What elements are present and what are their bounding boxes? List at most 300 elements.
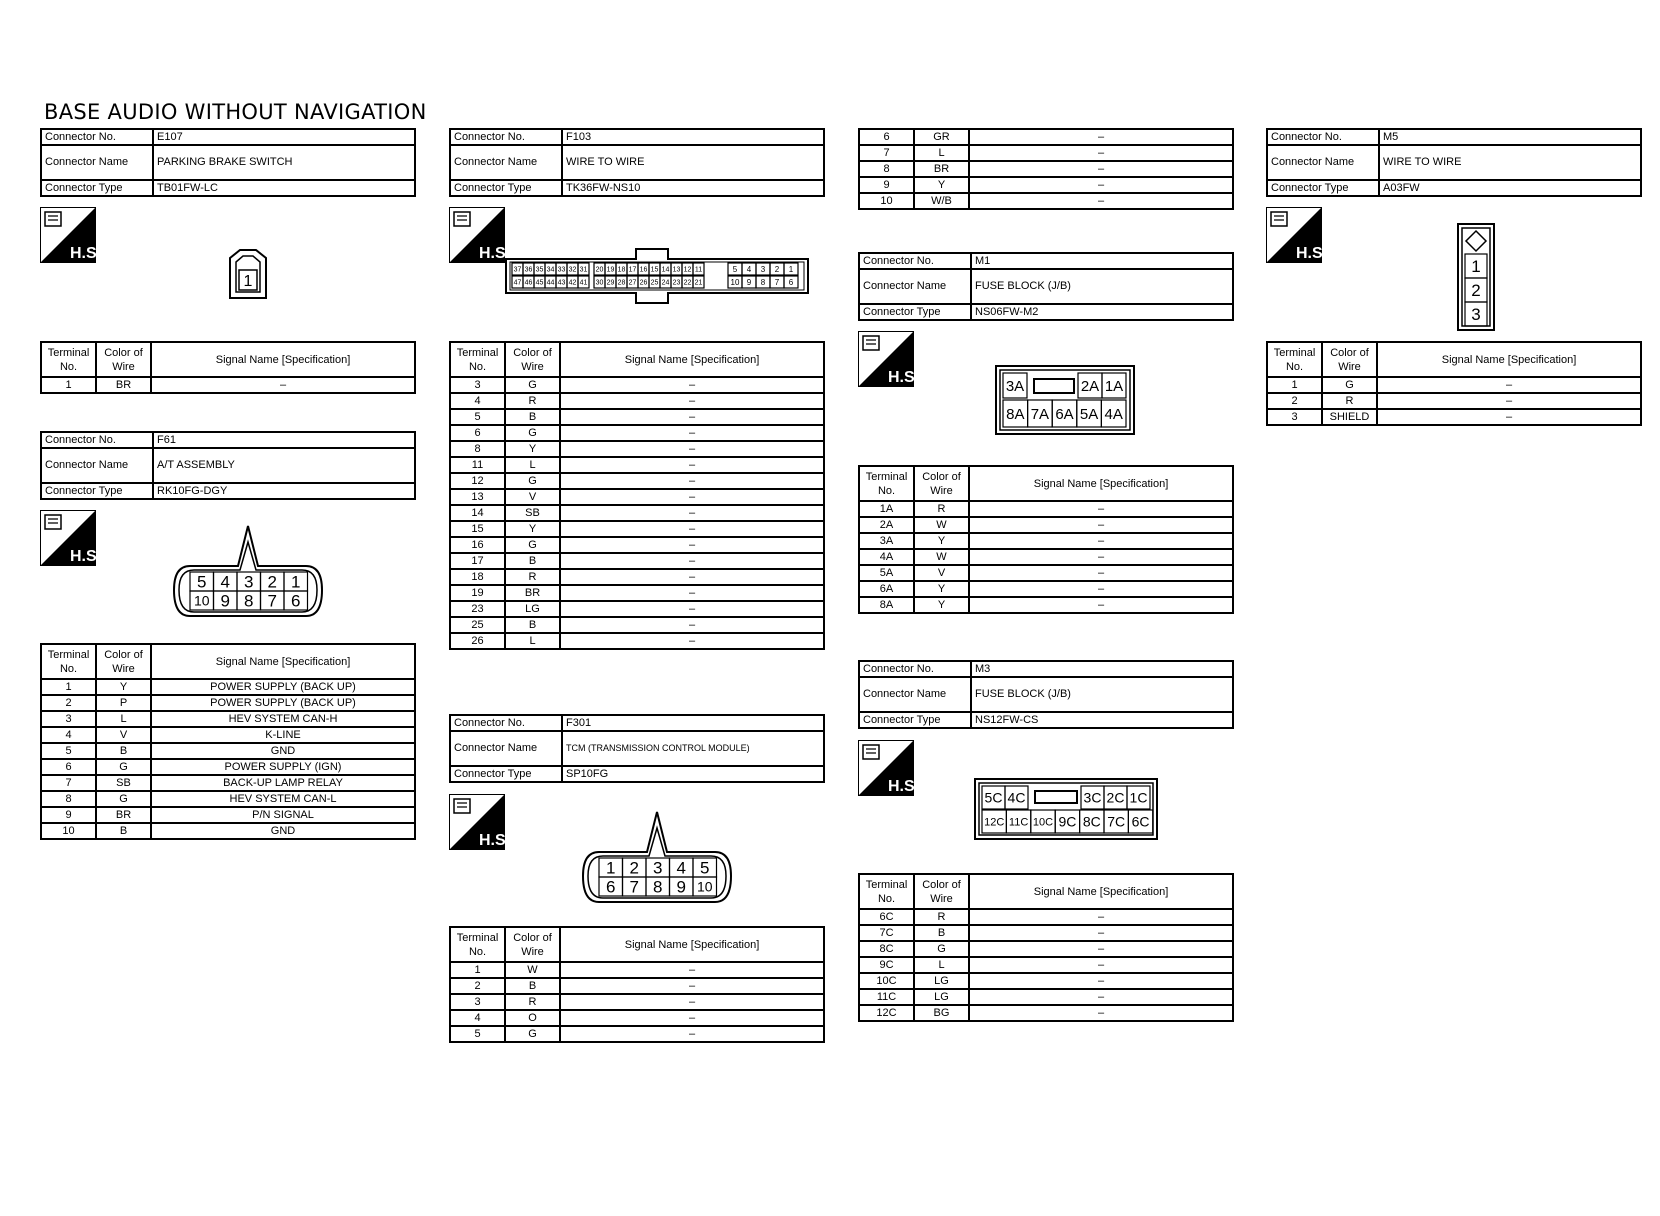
terminal-cell: 6C <box>859 909 914 925</box>
connector-name-value: TCM (TRANSMISSION CONTROL MODULE) <box>562 731 824 766</box>
pin-label: 9 <box>746 277 752 287</box>
signal-cell: – <box>969 941 1233 957</box>
terminal-cell: 8A <box>859 597 914 613</box>
pin-label: 1A <box>1104 377 1124 395</box>
signal-header: Signal Name [Specification] <box>151 342 415 377</box>
svg-text:H.S.: H.S. <box>70 548 102 565</box>
color-cell: R <box>505 569 560 585</box>
table-row <box>859 161 1233 177</box>
harness-side-icon <box>858 740 920 796</box>
signal-cell: – <box>1377 393 1641 409</box>
signal-cell: – <box>560 425 824 441</box>
connector-name-label: Connector Name <box>450 731 562 766</box>
signal-cell: – <box>969 129 1233 145</box>
terminal-no-header: Terminal No. <box>859 466 914 501</box>
connector-name-value: FUSE BLOCK (J/B) <box>971 269 1233 304</box>
pin-label: 5 <box>700 858 710 878</box>
pin-label: 7C <box>1107 813 1126 830</box>
connector-no-label: Connector No. <box>41 432 153 448</box>
color-cell: W <box>505 962 560 978</box>
table-row <box>859 973 1233 989</box>
signal-cell: – <box>560 994 824 1010</box>
connector-m3-diagram <box>973 777 1159 846</box>
color-header: Color of Wire <box>96 644 151 679</box>
color-cell: L <box>914 957 969 973</box>
color-cell: Y <box>914 581 969 597</box>
signal-header: Signal Name [Specification] <box>969 466 1233 501</box>
color-header: Color of Wire <box>505 342 560 377</box>
table-row <box>41 807 415 823</box>
connector-m5-header <box>1266 128 1642 197</box>
signal-cell: – <box>969 581 1233 597</box>
page-title: BASE AUDIO WITHOUT NAVIGATION <box>44 100 427 124</box>
signal-cell: – <box>969 565 1233 581</box>
signal-cell: – <box>560 377 824 393</box>
color-cell: W <box>914 549 969 565</box>
table-row <box>859 909 1233 925</box>
connector-f103-diagram <box>504 247 810 310</box>
terminal-cell: 10C <box>859 973 914 989</box>
color-cell: L <box>96 711 151 727</box>
table-row <box>41 727 415 743</box>
terminal-no-header: Terminal No. <box>450 342 505 377</box>
harness-side-icon <box>449 794 511 850</box>
signal-cell: – <box>969 145 1233 161</box>
pin-label: 7 <box>267 591 277 611</box>
pin-label: 1 <box>291 572 301 592</box>
color-cell: G <box>914 941 969 957</box>
terminal-cell: 6 <box>450 425 505 441</box>
table-row <box>450 1010 824 1026</box>
pin-label: 18 <box>617 266 626 274</box>
signal-cell: – <box>969 597 1233 613</box>
signal-cell: – <box>969 973 1233 989</box>
terminal-cell: 6A <box>859 581 914 597</box>
color-cell: G <box>1322 377 1377 393</box>
table-row <box>450 633 824 649</box>
terminal-cell: 6 <box>859 129 914 145</box>
signal-header: Signal Name [Specification] <box>560 342 824 377</box>
connector-name-value: PARKING BRAKE SWITCH <box>153 145 415 180</box>
color-cell: B <box>505 409 560 425</box>
connector-type-label: Connector Type <box>859 304 971 320</box>
pin-label: 2C <box>1106 789 1125 806</box>
connector-name-label: Connector Name <box>41 145 153 180</box>
connector-no-label: Connector No. <box>41 129 153 145</box>
table-row <box>450 425 824 441</box>
pin-label: 9C <box>1058 813 1077 830</box>
color-cell: BG <box>914 1005 969 1021</box>
connector-name-label: Connector Name <box>859 269 971 304</box>
connector-type-label: Connector Type <box>450 180 562 196</box>
signal-cell: BACK-UP LAMP RELAY <box>151 775 415 791</box>
pin-label: 2 <box>629 858 639 878</box>
connector-e107-table <box>40 341 416 394</box>
connector-no-value: E107 <box>153 129 415 145</box>
color-cell: W/B <box>914 193 969 209</box>
terminal-cell: 8C <box>859 941 914 957</box>
terminal-cell: 2 <box>41 695 96 711</box>
pin-label: 24 <box>661 279 670 287</box>
pin-label: 15 <box>650 266 659 274</box>
pin-label: 43 <box>557 279 566 287</box>
pin-label: 41 <box>579 279 588 287</box>
pin-label: 6A <box>1055 405 1074 423</box>
pin-label: 7A <box>1030 405 1050 423</box>
terminal-cell: 10 <box>859 193 914 209</box>
signal-cell: – <box>560 601 824 617</box>
pin-label: 8C <box>1082 813 1101 830</box>
connector-m3-table <box>858 873 1234 1022</box>
connector-f103-table <box>449 341 825 650</box>
terminal-cell: 1 <box>41 679 96 695</box>
pin-label: 1 <box>1471 257 1481 277</box>
svg-text:H.S.: H.S. <box>888 369 920 386</box>
harness-side-icon <box>1266 207 1328 263</box>
color-cell: R <box>505 994 560 1010</box>
table-row <box>1267 409 1641 425</box>
signal-cell: HEV SYSTEM CAN-L <box>151 791 415 807</box>
table-row <box>1267 393 1641 409</box>
terminal-cell: 10 <box>41 823 96 839</box>
connector-no-value: M5 <box>1379 129 1641 145</box>
svg-text:H.S.: H.S. <box>888 778 920 795</box>
signal-cell: – <box>969 533 1233 549</box>
connector-name-value: WIRE TO WIRE <box>1379 145 1641 180</box>
color-cell: LG <box>914 989 969 1005</box>
table-row <box>450 569 824 585</box>
pin-label: 4 <box>676 858 686 878</box>
pin-label: 3A <box>1005 377 1025 395</box>
signal-cell: – <box>969 517 1233 533</box>
terminal-cell: 16 <box>450 537 505 553</box>
pin-label: 7 <box>774 277 780 287</box>
color-cell: B <box>96 823 151 839</box>
connector-name-label: Connector Name <box>859 677 971 712</box>
table-row <box>859 517 1233 533</box>
color-cell: B <box>505 978 560 994</box>
pin-label: 6 <box>291 591 301 611</box>
terminal-cell: 7 <box>859 145 914 161</box>
table-row <box>859 129 1233 145</box>
color-cell: BR <box>96 807 151 823</box>
terminal-cell: 3A <box>859 533 914 549</box>
terminal-cell: 17 <box>450 553 505 569</box>
pin-label: 9 <box>676 877 686 897</box>
harness-side-icon <box>40 207 102 263</box>
pin-label: 5 <box>732 264 738 274</box>
harness-side-icon <box>858 331 920 387</box>
signal-cell: – <box>560 569 824 585</box>
terminal-cell: 2 <box>1267 393 1322 409</box>
signal-cell: K-LINE <box>151 727 415 743</box>
signal-cell: HEV SYSTEM CAN-H <box>151 711 415 727</box>
terminal-no-header: Terminal No. <box>450 927 505 962</box>
color-cell: SB <box>96 775 151 791</box>
pin-label: 10 <box>696 878 713 895</box>
connector-no-value: F61 <box>153 432 415 448</box>
signal-cell: – <box>560 457 824 473</box>
pin-label: 3 <box>244 572 254 592</box>
terminal-cell: 2 <box>450 978 505 994</box>
connector-type-value: A03FW <box>1379 180 1641 196</box>
pin-label: 33 <box>557 266 566 274</box>
color-cell: R <box>914 501 969 517</box>
pin-label: 36 <box>524 266 533 274</box>
color-cell: R <box>914 909 969 925</box>
table-row <box>1267 377 1641 393</box>
harness-side-icon <box>40 510 102 566</box>
connector-type-value: TK36FW-NS10 <box>562 180 824 196</box>
harness-side-icon <box>449 207 511 263</box>
pin-label: 19 <box>606 266 615 274</box>
table-row <box>41 679 415 695</box>
pin-label: 17 <box>628 266 637 274</box>
signal-cell: – <box>969 925 1233 941</box>
connector-f61-table <box>40 643 416 840</box>
connector-m3-header <box>858 660 1234 729</box>
pin-label: 2 <box>1471 281 1481 301</box>
color-cell: G <box>505 473 560 489</box>
color-cell: Y <box>96 679 151 695</box>
color-cell: G <box>505 537 560 553</box>
connector-name-label: Connector Name <box>450 145 562 180</box>
signal-cell: – <box>560 1010 824 1026</box>
color-cell: R <box>505 393 560 409</box>
svg-text:H.S.: H.S. <box>479 245 511 262</box>
pin-label: 11C <box>1008 816 1029 829</box>
svg-text:H.S.: H.S. <box>1296 245 1328 262</box>
pin-label: 22 <box>683 279 692 287</box>
pin-label: 35 <box>535 266 544 274</box>
signal-cell: P/N SIGNAL <box>151 807 415 823</box>
pin-label: 4 <box>220 572 230 592</box>
signal-cell: POWER SUPPLY (BACK UP) <box>151 695 415 711</box>
pin-label: 8 <box>760 277 766 287</box>
connector-f301-header <box>449 714 825 783</box>
terminal-cell: 7 <box>41 775 96 791</box>
terminal-cell: 4A <box>859 549 914 565</box>
table-row <box>450 489 824 505</box>
pin-label: 8 <box>244 591 254 611</box>
pin-label: 1C <box>1129 789 1148 806</box>
pin-label: 6C <box>1131 813 1150 830</box>
connector-type-value: SP10FG <box>562 766 824 782</box>
color-cell: L <box>914 145 969 161</box>
pin-label: 25 <box>650 279 659 287</box>
color-cell: Y <box>914 597 969 613</box>
connector-no-label: Connector No. <box>1267 129 1379 145</box>
signal-header: Signal Name [Specification] <box>151 644 415 679</box>
table-row <box>859 177 1233 193</box>
terminal-cell: 9 <box>859 177 914 193</box>
terminal-cell: 4 <box>450 1010 505 1026</box>
terminal-cell: 9C <box>859 957 914 973</box>
color-cell: V <box>505 489 560 505</box>
signal-cell: – <box>560 962 824 978</box>
table-row <box>450 553 824 569</box>
color-cell: Y <box>505 441 560 457</box>
pin-label: 6 <box>606 877 616 897</box>
signal-cell: – <box>969 177 1233 193</box>
color-cell: SHIELD <box>1322 409 1377 425</box>
connector-type-value: NS12FW-CS <box>971 712 1233 728</box>
connector-m1-header <box>858 252 1234 321</box>
color-cell: B <box>505 553 560 569</box>
color-cell: B <box>914 925 969 941</box>
connector-name-value: FUSE BLOCK (J/B) <box>971 677 1233 712</box>
terminal-cell: 3 <box>450 377 505 393</box>
signal-cell: GND <box>151 823 415 839</box>
table-row <box>450 473 824 489</box>
color-header: Color of Wire <box>96 342 151 377</box>
terminal-cell: 5A <box>859 565 914 581</box>
color-cell: G <box>505 425 560 441</box>
signal-cell: POWER SUPPLY (IGN) <box>151 759 415 775</box>
terminal-cell: 1 <box>1267 377 1322 393</box>
pin-label: 20 <box>595 266 604 274</box>
table-row <box>41 759 415 775</box>
table-row <box>859 533 1233 549</box>
color-cell: V <box>914 565 969 581</box>
terminal-cell: 5 <box>450 409 505 425</box>
svg-text:H.S.: H.S. <box>479 832 511 849</box>
color-cell: W <box>914 517 969 533</box>
signal-cell: GND <box>151 743 415 759</box>
table-row <box>41 791 415 807</box>
connector-type-label: Connector Type <box>1267 180 1379 196</box>
signal-cell: – <box>560 473 824 489</box>
table-row <box>450 617 824 633</box>
table-row <box>859 925 1233 941</box>
pin-label: 32 <box>568 266 577 274</box>
terminal-cell: 4 <box>450 393 505 409</box>
signal-cell: – <box>969 909 1233 925</box>
pin-label: 34 <box>546 266 555 274</box>
table-row <box>450 1026 824 1042</box>
color-header: Color of Wire <box>505 927 560 962</box>
signal-cell: – <box>969 989 1233 1005</box>
pin-label: 4 <box>746 264 752 274</box>
terminal-cell: 3 <box>1267 409 1322 425</box>
pin-label: 29 <box>606 279 615 287</box>
terminal-cell: 11C <box>859 989 914 1005</box>
terminal-cell: 8 <box>450 441 505 457</box>
connector-no-value: M3 <box>971 661 1233 677</box>
connector-type-label: Connector Type <box>450 766 562 782</box>
table-row <box>450 409 824 425</box>
terminal-cell: 7C <box>859 925 914 941</box>
terminal-cell: 6 <box>41 759 96 775</box>
connector-m5-table <box>1266 341 1642 426</box>
table-row <box>450 962 824 978</box>
color-cell: LG <box>914 973 969 989</box>
table-row <box>859 501 1233 517</box>
color-cell: O <box>505 1010 560 1026</box>
pin-label: 26 <box>639 279 648 287</box>
signal-header: Signal Name [Specification] <box>1377 342 1641 377</box>
pin-label: 1 <box>788 264 794 274</box>
connector-type-label: Connector Type <box>41 483 153 499</box>
signal-cell: – <box>560 505 824 521</box>
pin-label: 23 <box>672 279 681 287</box>
color-cell: BR <box>505 585 560 601</box>
terminal-no-header: Terminal No. <box>859 874 914 909</box>
color-cell: G <box>505 377 560 393</box>
pin-label: 27 <box>628 279 637 287</box>
table-row <box>859 193 1233 209</box>
table-row <box>859 565 1233 581</box>
connector-type-value: NS06FW-M2 <box>971 304 1233 320</box>
table-row <box>859 957 1233 973</box>
signal-header: Signal Name [Specification] <box>969 874 1233 909</box>
signal-cell: – <box>969 957 1233 973</box>
connector-f301-diagram <box>581 810 733 911</box>
color-header: Color of Wire <box>914 466 969 501</box>
pin-label: 21 <box>694 279 703 287</box>
pin-label: 42 <box>568 279 577 287</box>
connector-type-value: RK10FG-DGY <box>153 483 415 499</box>
pin-label: 37 <box>513 266 522 274</box>
table-row <box>450 521 824 537</box>
color-cell: G <box>96 759 151 775</box>
table-row <box>450 585 824 601</box>
color-cell: V <box>96 727 151 743</box>
table-row <box>859 581 1233 597</box>
pin-label: 28 <box>617 279 626 287</box>
table-row <box>450 505 824 521</box>
table-row <box>41 823 415 839</box>
table-row <box>450 601 824 617</box>
connector-e107-diagram <box>228 248 268 305</box>
terminal-cell: 18 <box>450 569 505 585</box>
pin-label: 30 <box>595 279 604 287</box>
table-row <box>450 377 824 393</box>
pin-label: 2 <box>267 572 277 592</box>
terminal-cell: 8 <box>859 161 914 177</box>
signal-cell: – <box>560 978 824 994</box>
pin-label: 13 <box>672 266 681 274</box>
terminal-cell: 11 <box>450 457 505 473</box>
signal-cell: – <box>560 633 824 649</box>
pin-label: 3 <box>1471 305 1481 325</box>
pin-label: 47 <box>513 279 522 287</box>
terminal-cell: 3 <box>41 711 96 727</box>
terminal-cell: 5 <box>41 743 96 759</box>
connector-no-label: Connector No. <box>859 253 971 269</box>
table-row <box>450 978 824 994</box>
color-cell: SB <box>505 505 560 521</box>
terminal-cell: 23 <box>450 601 505 617</box>
terminal-cell: 12C <box>859 1005 914 1021</box>
signal-cell: – <box>560 489 824 505</box>
pin-label: 1 <box>243 273 253 290</box>
table-row <box>41 743 415 759</box>
pin-label: 16 <box>639 266 648 274</box>
table-row <box>41 711 415 727</box>
color-cell: B <box>505 617 560 633</box>
terminal-cell: 2A <box>859 517 914 533</box>
pin-label: 14 <box>661 266 670 274</box>
signal-cell: – <box>560 617 824 633</box>
color-cell: Y <box>505 521 560 537</box>
color-cell: L <box>505 633 560 649</box>
signal-cell: – <box>560 521 824 537</box>
connector-name-label: Connector Name <box>1267 145 1379 180</box>
table-row <box>450 393 824 409</box>
pin-label: 5C <box>984 789 1003 806</box>
connector-f103-header <box>449 128 825 197</box>
